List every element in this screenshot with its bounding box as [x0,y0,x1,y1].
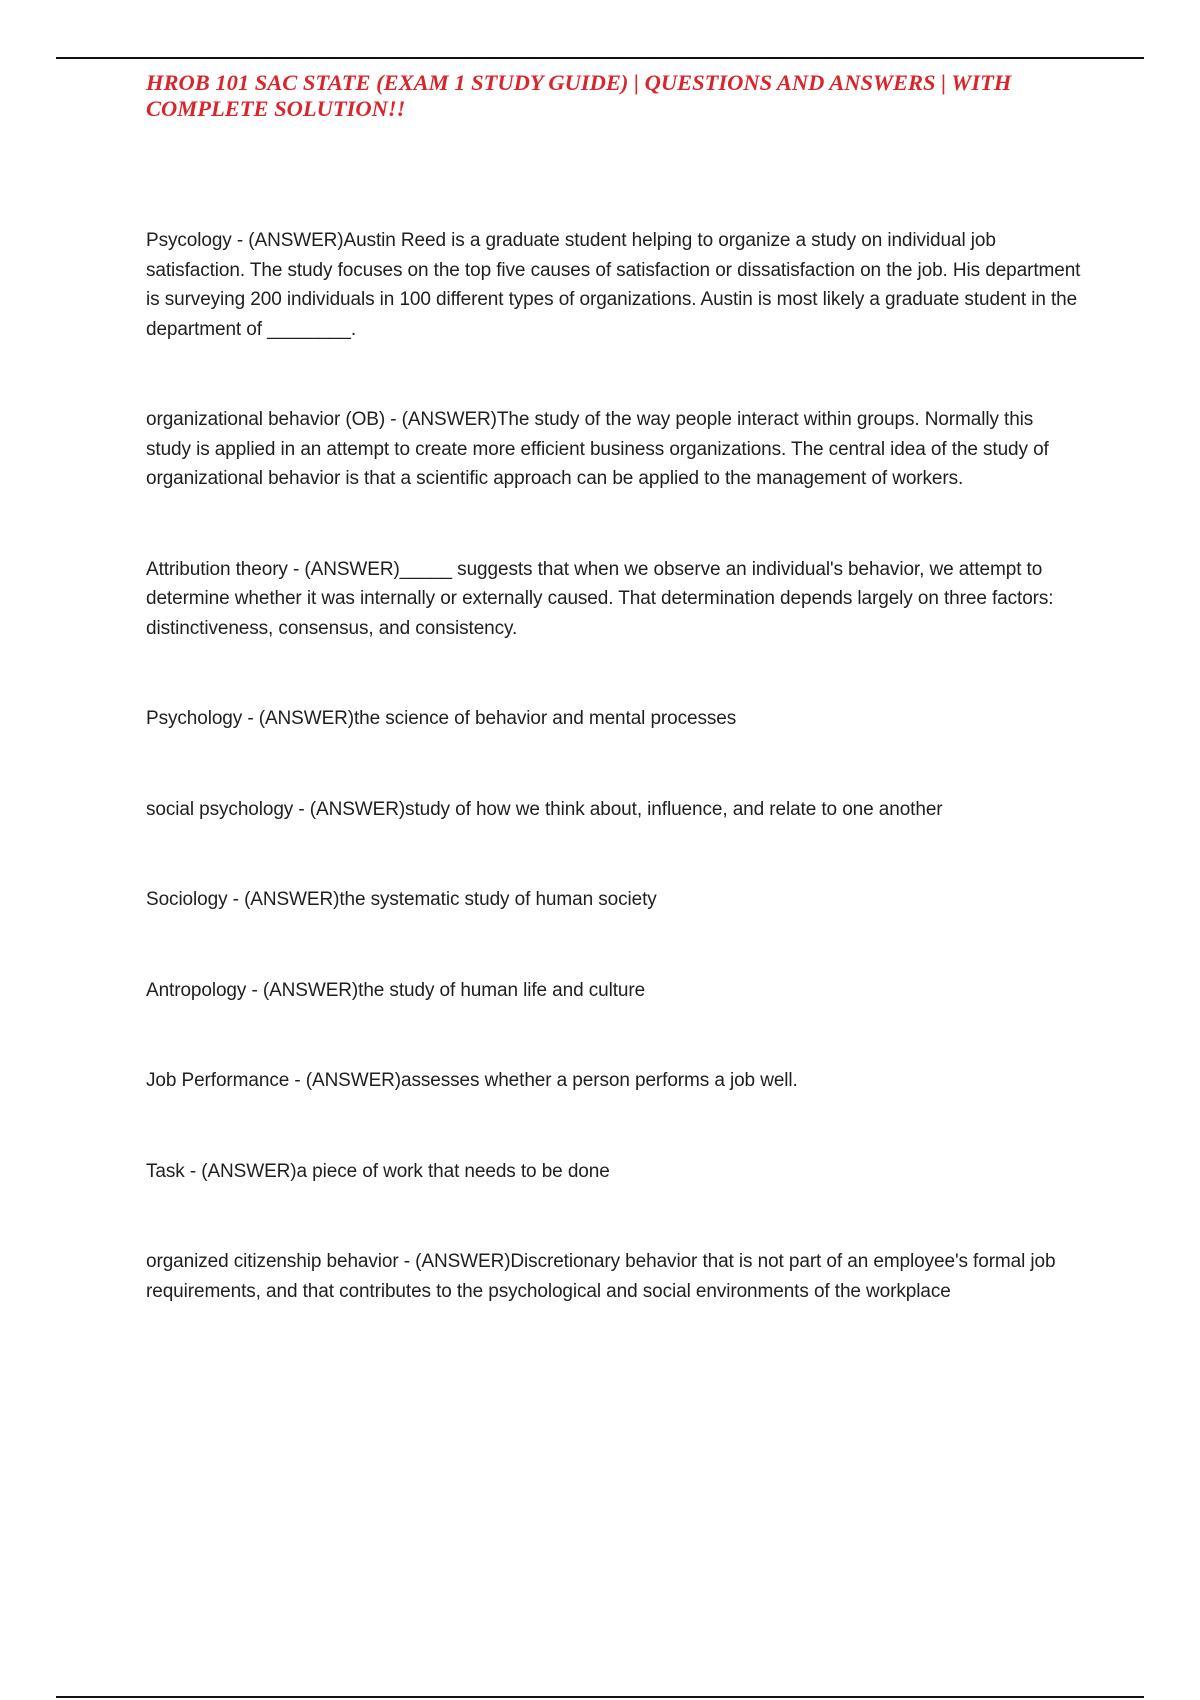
qa-item-psycology: Psycology - (ANSWER)Austin Reed is a graduate student helping to organize a study on individual job satisfaction. The study focuses on the top five causes of satisfaction or dissatisfaction on the job. His department is surveying 200 individuals in 100 different types of organizations. Austin is most likely a graduate student in the department of ________. [146,230,1081,340]
qa-item-psychology: Psychology - (ANSWER)the science of behavior and mental processes [146,708,737,729]
qa-list [146,226,1081,1367]
qa-item-organized-citizenship-behavior: organized citizenship behavior - (ANSWER)Discretionary behavior that is not part of an employee's formal job requirements, and that contributes to the psychological and social environments of the workplace [146,1251,1056,1302]
header-rule [56,57,1144,59]
qa-item-task: Task - (ANSWER)a piece of work that needs to be done [146,1160,610,1182]
qa-item-organizational-behavior: organizational behavior (OB) - (ANSWER)The study of the way people interact within groups. Normally this study is applied in an attempt to create more efficient business organizations. The central idea of the study of organizational behavior is that a scientific approach can be applied to the management of workers. [146,409,1049,489]
document-title: HROB 101 SAC STATE (EXAM 1 STUDY GUIDE) | QUESTIONS AND ANSWERS | WITH COMPLETE SOLUTION!! [146,70,1012,121]
qa-item-sociology: Sociology - (ANSWER)the systematic study of human society [146,889,657,910]
footer-rule [56,1696,1144,1698]
qa-item-job-performance: Job Performance - (ANSWER)assesses whether a person performs a job well. [146,1070,798,1091]
qa-item-attribution-theory: Attribution theory - (ANSWER)_____ suggests that when we observe an individual's behavior, we attempt to determine whether it was internally or externally caused. That determination depends largely on three factors: distinctiveness, consensus, and consistency. [146,558,1054,639]
qa-item-antropology: Antropology - (ANSWER)the study of human life and culture [146,979,646,1001]
qa-item-social-psychology: social psychology - (ANSWER)study of how we think about, influence, and relate to one another [146,798,943,820]
